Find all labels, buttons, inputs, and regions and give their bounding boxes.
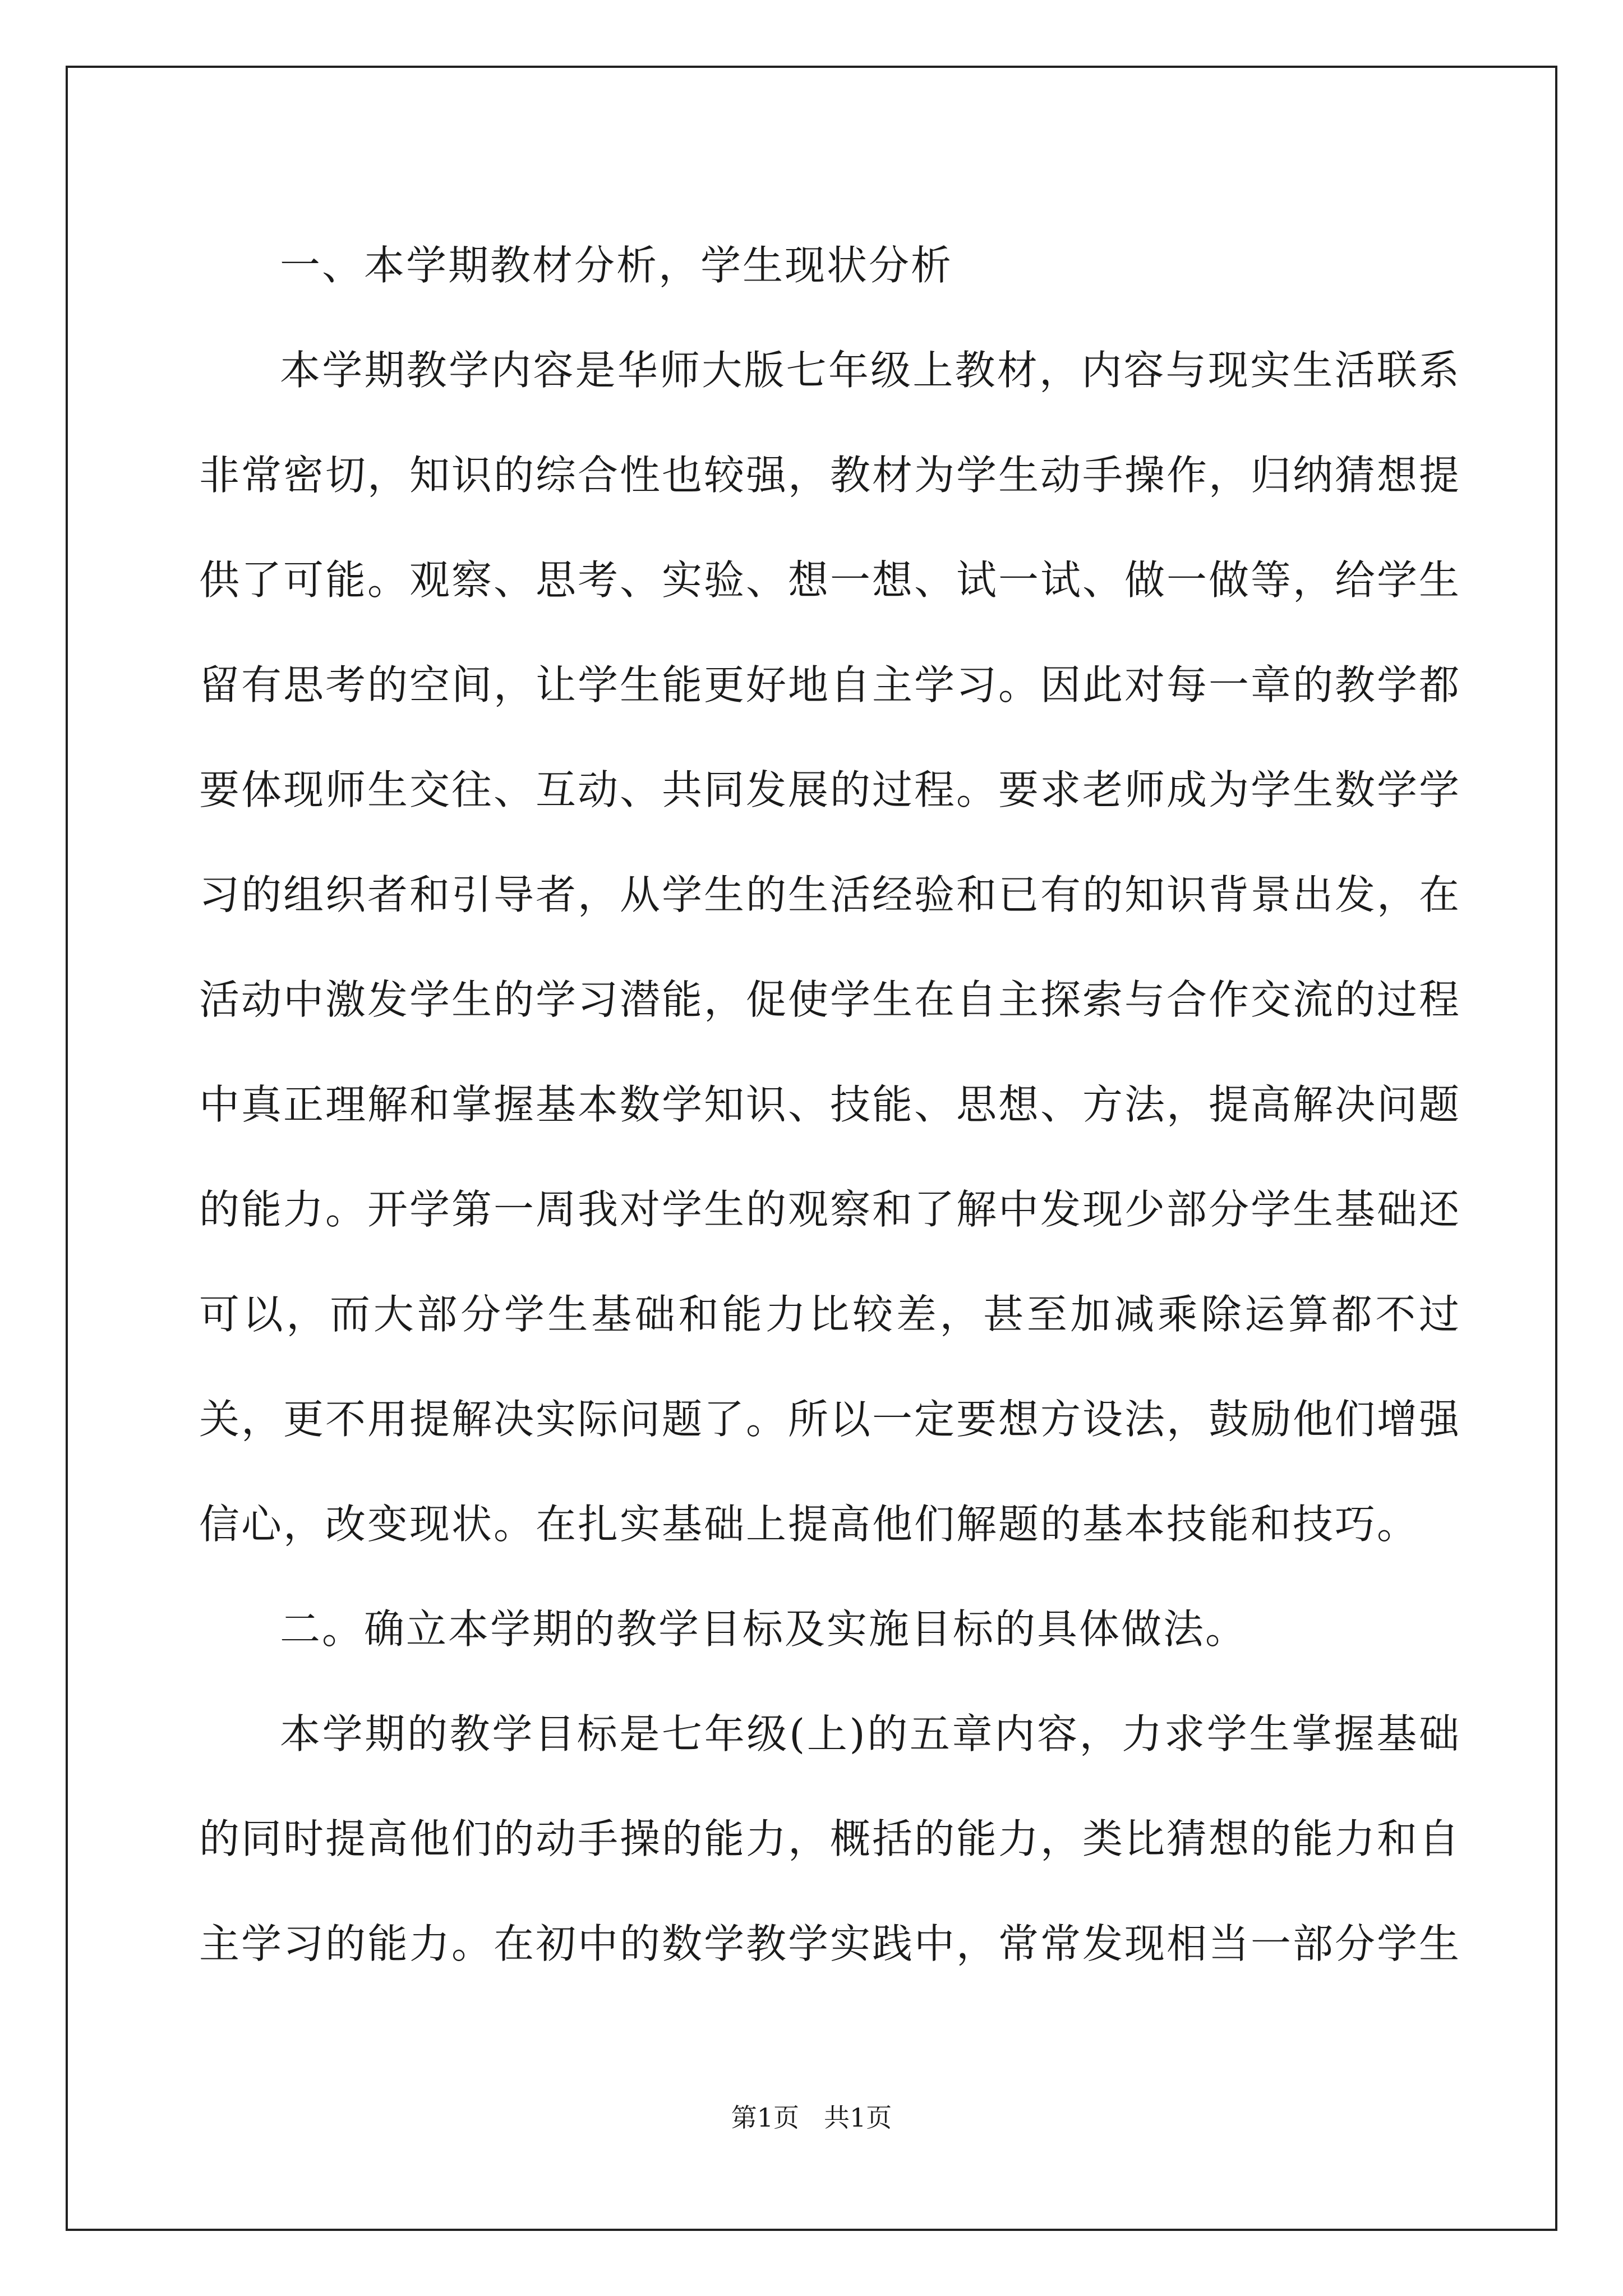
total-pages: 共1页: [823, 2102, 892, 2133]
document-body: [199, 213, 1461, 1996]
paragraph-1: 本学期教学内容是华师大版七年级上教材，内容与现实生活联系非常密切，知识的综合性也较强，教材为学生动手操作，归纳猜想提供了可能。观察、思考、实验、想一想、试一试、做一做等，给学生留有思考的空间，让学生能更好地自主学习。因此对每一章的教学都要体现师生交往、互动、共同发展的过程。要求老师成为学生数学学习的组织者和引导者，从学生的生活经验和已有的知识背景出发，在活动中激发学生的学习潜能，促使学生在自主探索与合作交流的过程中真正理解和掌握基本数学知识、技能、思想、方法，提高解决问题的能力。开学第一周我对学生的观察和了解中发现少部分学生基础还可以，而大部分学生基础和能力比较差，甚至加减乘除运算都不过关，更不用提解决实际问题了。所以一定要想方设法，鼓励他们增强信心，改变现状。在扎实基础上提高他们解题的基本技能和技巧。: [199, 347, 1461, 1548]
section-heading-2: 二。确立本学期的教学目标及实施目标的具体做法。: [280, 1605, 1248, 1653]
section-heading-1: 一、本学期教材分析，学生现状分析: [280, 242, 953, 289]
page-number: 第1页: [731, 2102, 800, 2133]
paragraph-2: 本学期的教学目标是七年级(上)的五章内容，力求学生掌握基础的同时提高他们的动手操的能力，概括的能力，类比猜想的能力和自主学习的能力。在初中的数学教学实践中，常常发现相当一部分学生: [199, 1710, 1461, 1967]
page-footer: [0, 2101, 1623, 2134]
